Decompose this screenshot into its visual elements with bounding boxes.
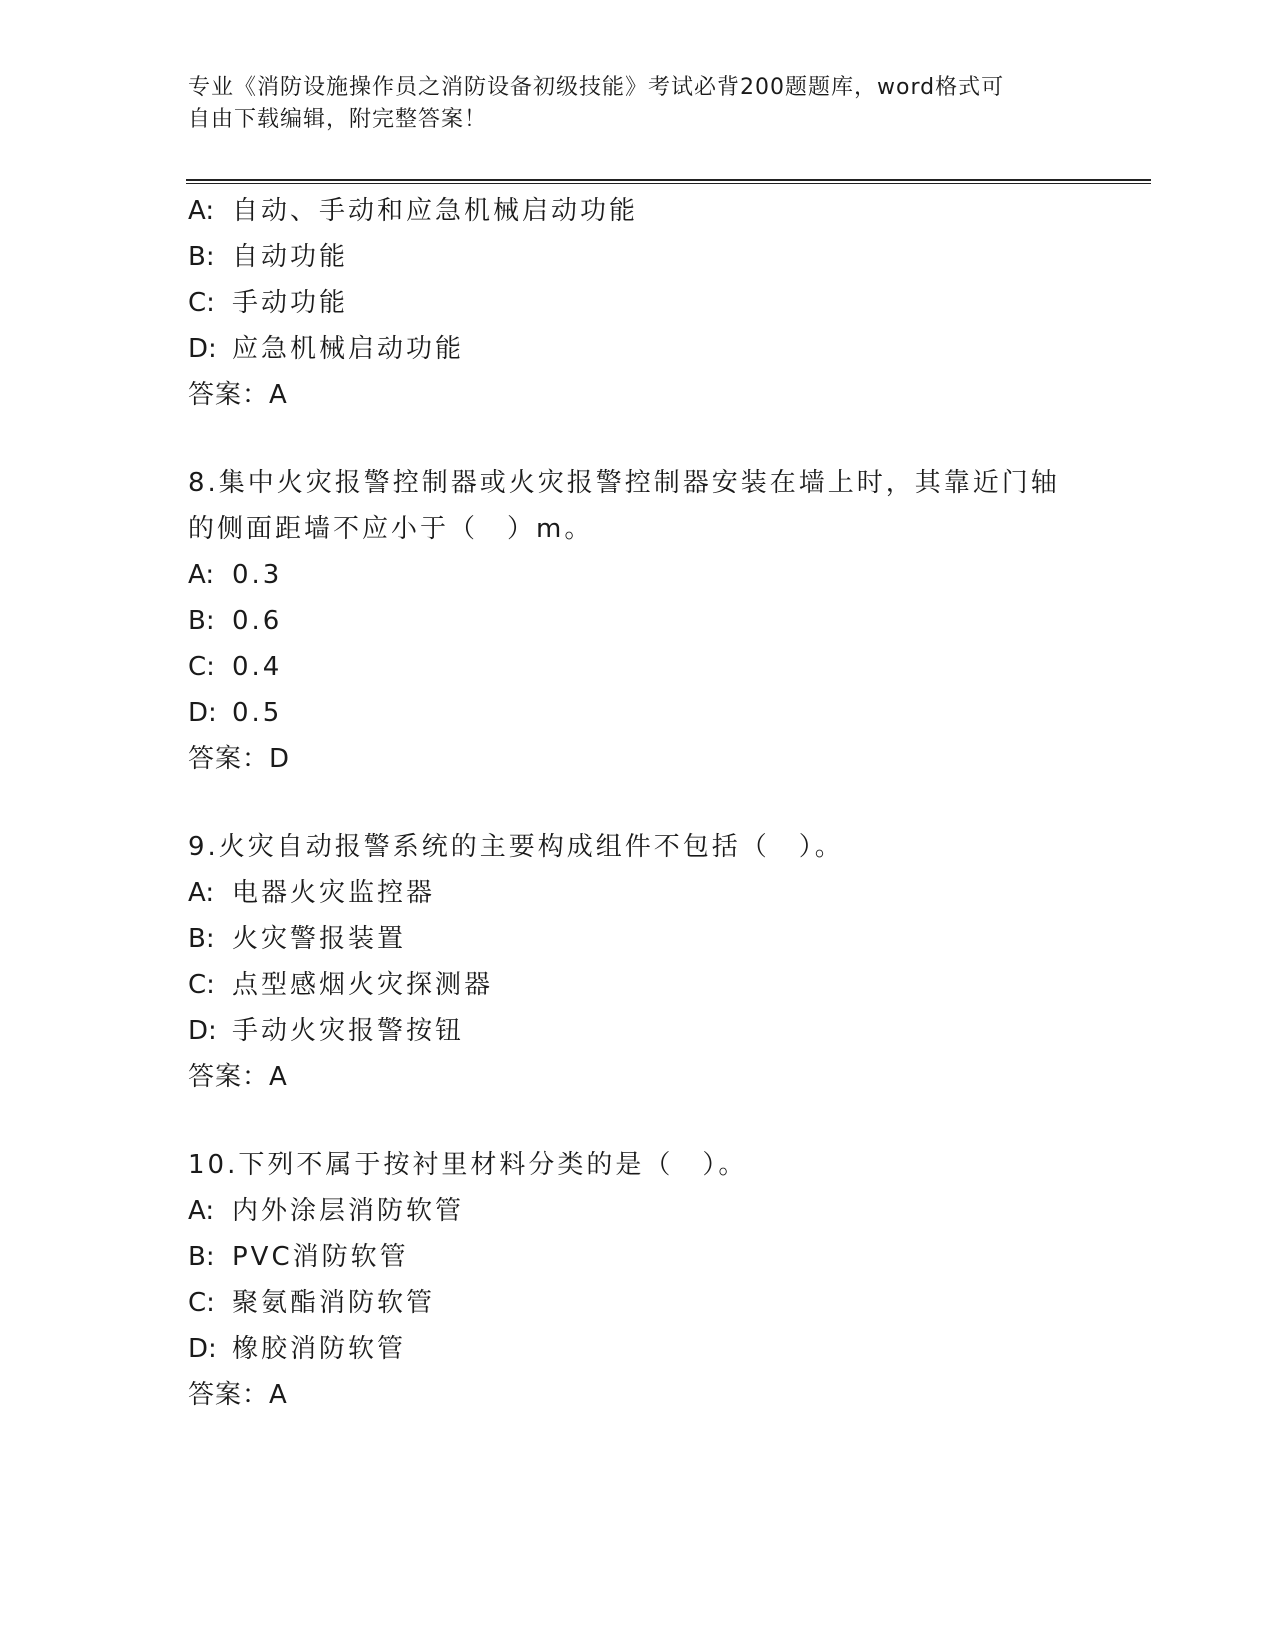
option-a (188, 188, 1148, 234)
question-text-line-1: 10.下列不属于按衬里材料分类的是（ ）。 (188, 1150, 748, 1180)
option-letter: C: (188, 652, 215, 682)
option-c (188, 1280, 1148, 1326)
spacer (188, 1100, 1148, 1142)
option-text: 自动、手动和应急机械启动功能 (232, 196, 639, 226)
option-c (188, 644, 1148, 690)
option-b (188, 1234, 1148, 1280)
option-text: 0.4 (232, 652, 283, 682)
option-letter: B: (188, 1242, 215, 1272)
option-b (188, 598, 1148, 644)
option-text: 0.6 (232, 606, 283, 636)
option-letter: B: (188, 242, 215, 272)
option-d (188, 690, 1148, 736)
option-a (188, 870, 1148, 916)
option-b (188, 916, 1148, 962)
option-c (188, 962, 1148, 1008)
question-7 (188, 188, 1148, 418)
option-letter: D: (188, 334, 217, 364)
option-text: 自动功能 (232, 242, 349, 272)
option-text: 内外涂层消防软管 (232, 1196, 465, 1226)
option-d (188, 1008, 1148, 1054)
option-b (188, 234, 1148, 280)
answer: 答案：A (188, 1380, 288, 1410)
question-text-line-1: 8.集中火灾报警控制器或火灾报警控制器安装在墙上时，其靠近门轴 (188, 468, 1060, 498)
question-text-line-2: 的侧面距墙不应小于（ ）m。 (188, 514, 594, 544)
option-text: 橡胶消防软管 (232, 1334, 407, 1364)
option-text: 手动火灾报警按钮 (232, 1016, 465, 1046)
option-letter: D: (188, 1016, 217, 1046)
spacer (188, 418, 1148, 460)
question-text-line-1: 9.火灾自动报警系统的主要构成组件不包括（ ）。 (188, 832, 844, 862)
option-text: 火灾警报装置 (232, 924, 407, 954)
option-letter: A: (188, 196, 215, 226)
option-text: 应急机械启动功能 (232, 334, 465, 364)
answer: 答案：A (188, 380, 288, 410)
header-rule-thick (186, 179, 1151, 181)
option-letter: A: (188, 560, 215, 590)
answer: 答案：A (188, 1062, 288, 1092)
option-letter: A: (188, 1196, 215, 1226)
option-text: 0.3 (232, 560, 283, 590)
option-a (188, 1188, 1148, 1234)
spacer (188, 782, 1148, 824)
option-letter: C: (188, 1288, 215, 1318)
option-letter: B: (188, 606, 215, 636)
option-text: 手动功能 (232, 288, 349, 318)
option-text: 0.5 (232, 698, 283, 728)
option-text: 电器火灾监控器 (232, 878, 436, 908)
question-8 (188, 460, 1148, 782)
header-line-1: 专业《消防设施操作员之消防设备初级技能》考试必背200题题库，word格式可 (188, 75, 1005, 100)
option-text: 聚氨酯消防软管 (232, 1288, 436, 1318)
option-d (188, 326, 1148, 372)
header-rule-thin (186, 183, 1151, 184)
document-header (188, 72, 1088, 136)
option-letter: D: (188, 698, 217, 728)
option-letter: A: (188, 878, 215, 908)
option-letter: C: (188, 970, 215, 1000)
option-letter: B: (188, 924, 215, 954)
option-letter: C: (188, 288, 215, 318)
option-text: PVC消防软管 (232, 1242, 409, 1272)
option-letter: D: (188, 1334, 217, 1364)
answer: 答案：D (188, 744, 291, 774)
question-list (188, 188, 1148, 1418)
option-a (188, 552, 1148, 598)
option-text: 点型感烟火灾探测器 (232, 970, 494, 1000)
question-9 (188, 824, 1148, 1100)
question-10 (188, 1142, 1148, 1418)
option-c (188, 280, 1148, 326)
option-d (188, 1326, 1148, 1372)
header-line-2: 自由下载编辑，附完整答案！ (188, 107, 488, 132)
